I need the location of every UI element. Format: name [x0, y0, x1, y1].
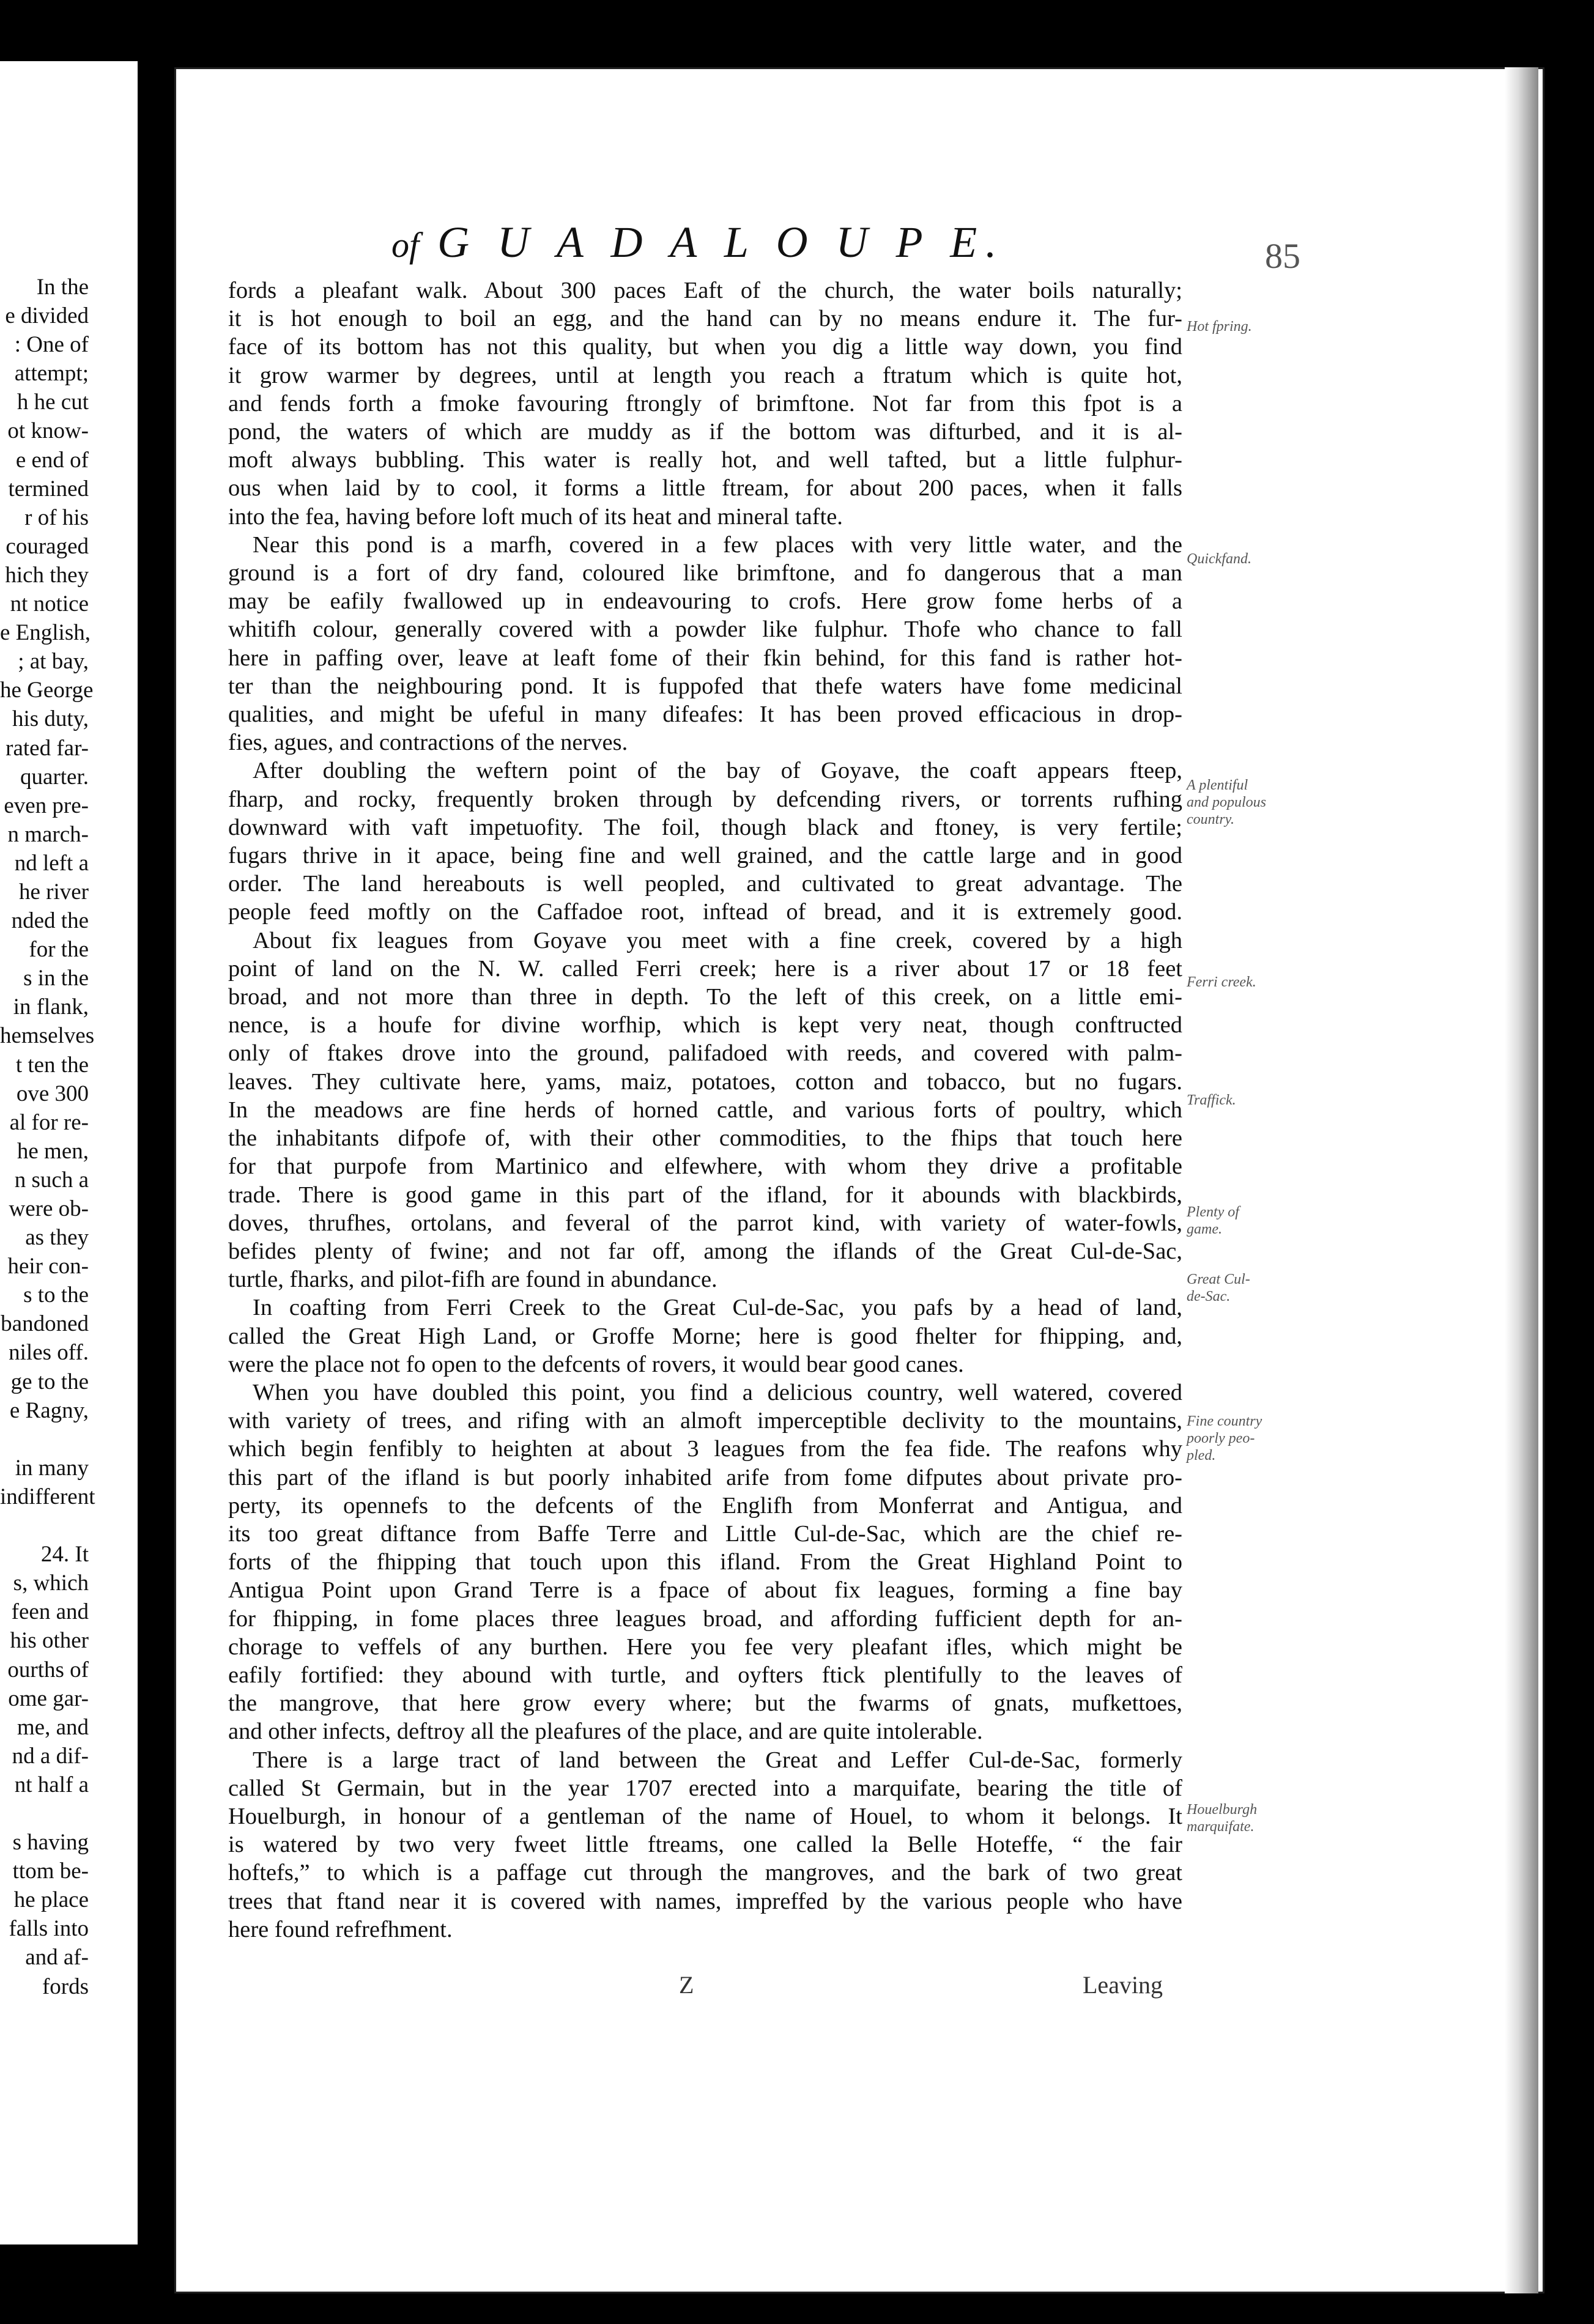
left-page-line: s having: [12, 1830, 89, 1856]
body-line: its too great diftance from Baffe Terre and Little Cul-de-Sac, which are the chief re-: [228, 1520, 1182, 1547]
margin-note-line: marquifate.: [1187, 1819, 1255, 1835]
body-line: When you have doubled this point, you find a delicious country, well watered, covered: [253, 1379, 1182, 1405]
left-page-line: nt notice: [10, 591, 89, 617]
body-line: this part of the ifland is but poorly inhabited arife from fome difputes about private pro-: [228, 1464, 1182, 1490]
left-page-line: n such a: [14, 1167, 89, 1193]
left-page-line: heir con-: [7, 1254, 89, 1279]
body-line: About fix leagues from Goyave you meet with a fine creek, covered by a high: [253, 927, 1182, 953]
left-page-line: e English,: [0, 620, 91, 646]
left-page-line: hemselves: [0, 1023, 95, 1049]
body-line: leaves. They cultivate here, yams, maiz, potatoes, cotton and tobacco, but no fugars.: [228, 1068, 1182, 1095]
signature-mark: Z: [679, 1971, 694, 1999]
body-line: perty, its opennefs to the defcents of the Englifh from Monferrat and Antigua, and: [228, 1492, 1182, 1519]
margin-note-line: de-Sac.: [1187, 1289, 1231, 1304]
margin-note-line: Houelburgh: [1187, 1802, 1258, 1818]
body-line: it grow warmer by degrees, until at length you reach a ftratum which is quite hot,: [228, 362, 1182, 388]
left-page-line: e Ragny,: [9, 1397, 89, 1423]
body-line: trade. There is good game in this part of the ifland, for it abounds with blackbirds,: [228, 1182, 1182, 1208]
left-page-line: me, and: [17, 1714, 89, 1740]
body-line: into the fea, having before loft much of its heat and mineral tafte.: [228, 503, 843, 530]
left-page-line: nd left a: [14, 850, 89, 876]
left-page-line: : One of: [14, 332, 89, 358]
left-page-line: in many: [15, 1455, 89, 1481]
left-page-line: were ob-: [9, 1196, 89, 1221]
left-page-line: fords: [42, 1974, 89, 1999]
body-line: pond, the waters of which are muddy as if the bottom was difturbed, and it is al-: [228, 419, 1182, 445]
margin-note-line: pled.: [1187, 1448, 1216, 1464]
body-line: it is hot enough to boil an egg, and the hand can by no means endure it. The fur-: [228, 306, 1182, 332]
left-page-line: for the: [29, 937, 89, 963]
left-page-line: his duty,: [12, 706, 89, 732]
body-line: Houelburgh, in honour of a gentleman of the name of Houel, to whom it belongs. It: [228, 1803, 1182, 1829]
margin-note-line: Plenty of: [1187, 1204, 1239, 1220]
margin-note-quickfand: Quickfand.: [1187, 551, 1251, 567]
margin-note-houelburgh: [1187, 1801, 1315, 1835]
left-page-line: r of his: [24, 505, 89, 530]
margin-note-ferri-creek: Ferri creek.: [1187, 974, 1256, 990]
left-page-line: s to the: [23, 1282, 89, 1308]
body-line: Antigua Point upon Grand Terre is a fpace of about fix leagues, forming a fine bay: [228, 1577, 1182, 1604]
body-line: doves, thrufhes, ortolans, and feveral of the parrot kind, with variety of water-fowls,: [228, 1210, 1182, 1236]
body-text: [228, 276, 1182, 1944]
left-page-line: al for re-: [9, 1109, 89, 1135]
margin-note-line: Great Cul-: [1187, 1271, 1250, 1287]
body-line: for fhipping, in fome places three leagues broad, and affording fufficient depth for an-: [228, 1605, 1182, 1632]
left-page-line: s in the: [23, 966, 89, 991]
body-line: here in paffing over, leave at leaft fome of their fkin behind, for this fand is rather hot-: [228, 645, 1182, 671]
body-line: order. The land hereabouts is well peopled, and cultivated to great advantage. The: [228, 871, 1182, 897]
body-line: trees that ftand near it is covered with names, impreffed by the various people who have: [228, 1888, 1182, 1914]
left-page-line: he men,: [17, 1138, 89, 1164]
left-page-line: quarter.: [20, 764, 89, 790]
left-page-line: h he cut: [17, 390, 89, 415]
left-page-line: ove 300: [16, 1081, 89, 1106]
left-page-line: t ten the: [15, 1052, 89, 1078]
body-line: qualities, and might be ufeful in many difeafes: It has been proved efficacious in drop-: [228, 701, 1182, 728]
body-line: called the Great High Land, or Groffe Morne; here is good fhelter for fhipping, and,: [228, 1323, 1182, 1349]
left-page-line: falls into: [9, 1916, 89, 1942]
body-line: called St Germain, but in the year 1707 erected into a marquifate, bearing the title of: [228, 1775, 1182, 1801]
margin-note-plentiful: [1187, 777, 1315, 828]
margin-note-line: A plentiful: [1187, 777, 1248, 793]
page-number: 85: [1265, 236, 1300, 276]
body-line: turtle, fharks, and pilot-fifh are found in abundance.: [228, 1267, 717, 1293]
margin-note-plenty-game: [1187, 1204, 1315, 1238]
left-page-line: bandoned: [1, 1311, 89, 1337]
page-edge: [1505, 67, 1538, 2293]
body-line: ground is a fort of dry fand, coloured like brimftone, and fo dangerous that a man: [228, 560, 1182, 587]
left-page-line: attempt;: [14, 361, 89, 387]
body-line: moft always bubbling. This water is really hot, and well tafted, but a little fulphur-: [228, 447, 1182, 473]
body-line: point of land on the N. W. called Ferri creek; here is a river about 17 or 18 feet: [228, 955, 1182, 982]
left-page-line: termined: [8, 476, 89, 501]
body-line: only of ftakes drove into the ground, palifadoed with reeds, and covered with palm-: [228, 1040, 1182, 1067]
body-line: chorage to veffels of any burthen. Here you fee very pleafant ifles, which might be: [228, 1634, 1182, 1660]
left-page-line: ; at bay,: [18, 649, 89, 675]
left-page-line: ge to the: [10, 1369, 89, 1394]
body-line: fugars thrive in it apace, being fine and well grained, and the cattle large and in good: [228, 843, 1182, 869]
left-page-line: nd a dif-: [12, 1743, 89, 1769]
body-line: and other infects, deftroy all the pleafures of the place, and are quite intolerable.: [228, 1719, 983, 1745]
body-line: here found refrefhment.: [228, 1916, 453, 1942]
body-line: befides plenty of fwine; and not far off, among the iflands of the Great Cul-de-Sac,: [228, 1238, 1182, 1264]
body-line: In the meadows are fine herds of horned cattle, and various forts of poultry, which: [228, 1097, 1182, 1123]
body-line: fies, agues, and contractions of the nerves.: [228, 730, 628, 756]
body-line: people feed moftly on the Caffadoe root, inftead of bread, and it is extremely good.: [228, 899, 1182, 925]
body-line: fharp, and rocky, frequently broken through by defcending rivers, or torrents rufhing: [228, 786, 1182, 812]
left-page-line: even pre-: [4, 793, 89, 818]
catchword: Leaving: [1083, 1971, 1163, 1999]
body-line: nence, is a houfe for divine worfhip, which is kept very neat, though conftructed: [228, 1012, 1182, 1038]
left-page-line: [0, 1425, 89, 1454]
left-page-line: 24. It: [40, 1542, 89, 1567]
left-page-line: ttom be-: [12, 1859, 89, 1884]
left-page-line: he George: [0, 678, 94, 703]
left-page-line: e divided: [5, 303, 89, 329]
body-line: and fends forth a fmoke favouring ftrongly of brimftone. Not far from this fpot is a: [228, 390, 1182, 416]
running-head-of: of: [391, 225, 420, 265]
running-head: [391, 217, 1005, 268]
body-line: may be eafily fwallowed up in endeavouring to crofs. Here grow fome herbs of a: [228, 588, 1182, 615]
body-line: for that purpofe from Martinico and elfewhere, with whom they drive a profitable: [228, 1153, 1182, 1180]
body-line: There is a large tract of land between the Great and Leffer Cul-de-Sac, formerly: [253, 1747, 1182, 1773]
body-line: the mangrove, that here grow every where; but the fwarms of gnats, mufkettoes,: [228, 1690, 1182, 1717]
left-page-line: n march-: [7, 821, 89, 847]
left-facing-page: [0, 61, 138, 2244]
left-page-line: [0, 1799, 89, 1828]
body-line: were the place not fo open to the defcents of rovers, it would bear good canes.: [228, 1351, 964, 1377]
margin-note-line: poorly peo-: [1187, 1430, 1255, 1446]
left-page-line: he place: [13, 1887, 89, 1913]
body-line: which begin fenfibly to heighten at about 3 leagues from the fea fide. The reafons why: [228, 1436, 1182, 1462]
left-page-line: niles off.: [9, 1340, 89, 1366]
left-page-line: nt half a: [14, 1772, 89, 1797]
left-page-line: his other: [10, 1628, 89, 1654]
body-line: whitifh colour, generally covered with a powder like fulphur. Thofe who chance to fall: [228, 616, 1182, 643]
left-page-line: he river: [18, 879, 89, 905]
left-page-line: [0, 1511, 89, 1540]
margin-note-traffick: Traffick.: [1187, 1092, 1236, 1108]
body-line: eafily fortified: they abound with turtle, and oyfters ftick plentifully to the leaves of: [228, 1662, 1182, 1688]
body-line: face of its bottom has not this quality, but when you dig a little way down, you find: [228, 334, 1182, 360]
left-page-line: In the: [36, 275, 89, 300]
left-page-line: hich they: [5, 562, 89, 588]
left-page-line: ot know-: [7, 418, 89, 444]
left-page-line: ome gar-: [8, 1686, 89, 1711]
margin-note-line: game.: [1187, 1221, 1222, 1237]
body-line: In coafting from Ferri Creek to the Great Cul-de-Sac, you pafs by a head of land,: [253, 1295, 1182, 1321]
body-line: downward with vaft impetuofity. The foil, though black and ftoney, is very fertile;: [228, 814, 1182, 840]
margin-note-fine-country: [1187, 1413, 1315, 1464]
body-line: fords a pleafant walk. About 300 paces Eaft of the church, the water boils naturally;: [228, 278, 1182, 303]
body-line: the inhabitants difpofe of, with their other commodities, to the fhips that touch here: [228, 1125, 1182, 1152]
running-head-title: G U A D A L O U P E.: [437, 218, 1006, 267]
body-line: hoftefs,” to which is a paffage cut through the mangroves, and the bark of two great: [228, 1860, 1182, 1886]
body-line: forts of the fhipping that touch upon this ifland. From the Great Highland Point to: [228, 1549, 1182, 1575]
body-line: ter than the neighbouring pond. It is fuppofed that thefe waters have fome medicinal: [228, 673, 1182, 699]
body-line: ous when laid by to cool, it forms a little ftream, for about 200 paces, when it falls: [228, 475, 1182, 501]
left-page-line: in flank,: [13, 994, 89, 1020]
body-line: broad, and not more than three in depth. To the left of this creek, on a little emi-: [228, 984, 1182, 1010]
left-page-line: couraged: [6, 533, 89, 559]
body-line: is watered by two very fweet little ftreams, one called la Belle Hoteffe, “ the fair: [228, 1832, 1182, 1858]
body-line: Near this pond is a marfh, covered in a few places with very little water, and the: [253, 531, 1182, 558]
left-page-line: rated far-: [6, 735, 89, 761]
margin-note-line: Fine country: [1187, 1413, 1262, 1429]
left-page-text: [0, 273, 95, 2001]
margin-note-hot-spring: Hot fpring.: [1187, 319, 1252, 335]
left-page-line: ourths of: [7, 1657, 89, 1682]
left-page-line: e end of: [15, 447, 89, 473]
body-line: After doubling the weftern point of the bay of Goyave, the coaft appears fteep,: [253, 758, 1182, 784]
left-page-line: as they: [25, 1225, 89, 1251]
body-line: with variety of trees, and rifing with an almoft imperceptible declivity to the mountains,: [228, 1408, 1182, 1434]
margin-note-great-cul: [1187, 1271, 1315, 1305]
left-page-line: feen and: [11, 1599, 89, 1625]
margin-note-line: country.: [1187, 812, 1234, 827]
left-page-line: indifferent: [0, 1484, 95, 1509]
left-page-line: and af-: [25, 1945, 89, 1971]
margin-note-line: and populous: [1187, 794, 1267, 810]
left-page-line: s, which: [13, 1571, 89, 1596]
left-page-line: nded the: [11, 908, 89, 934]
